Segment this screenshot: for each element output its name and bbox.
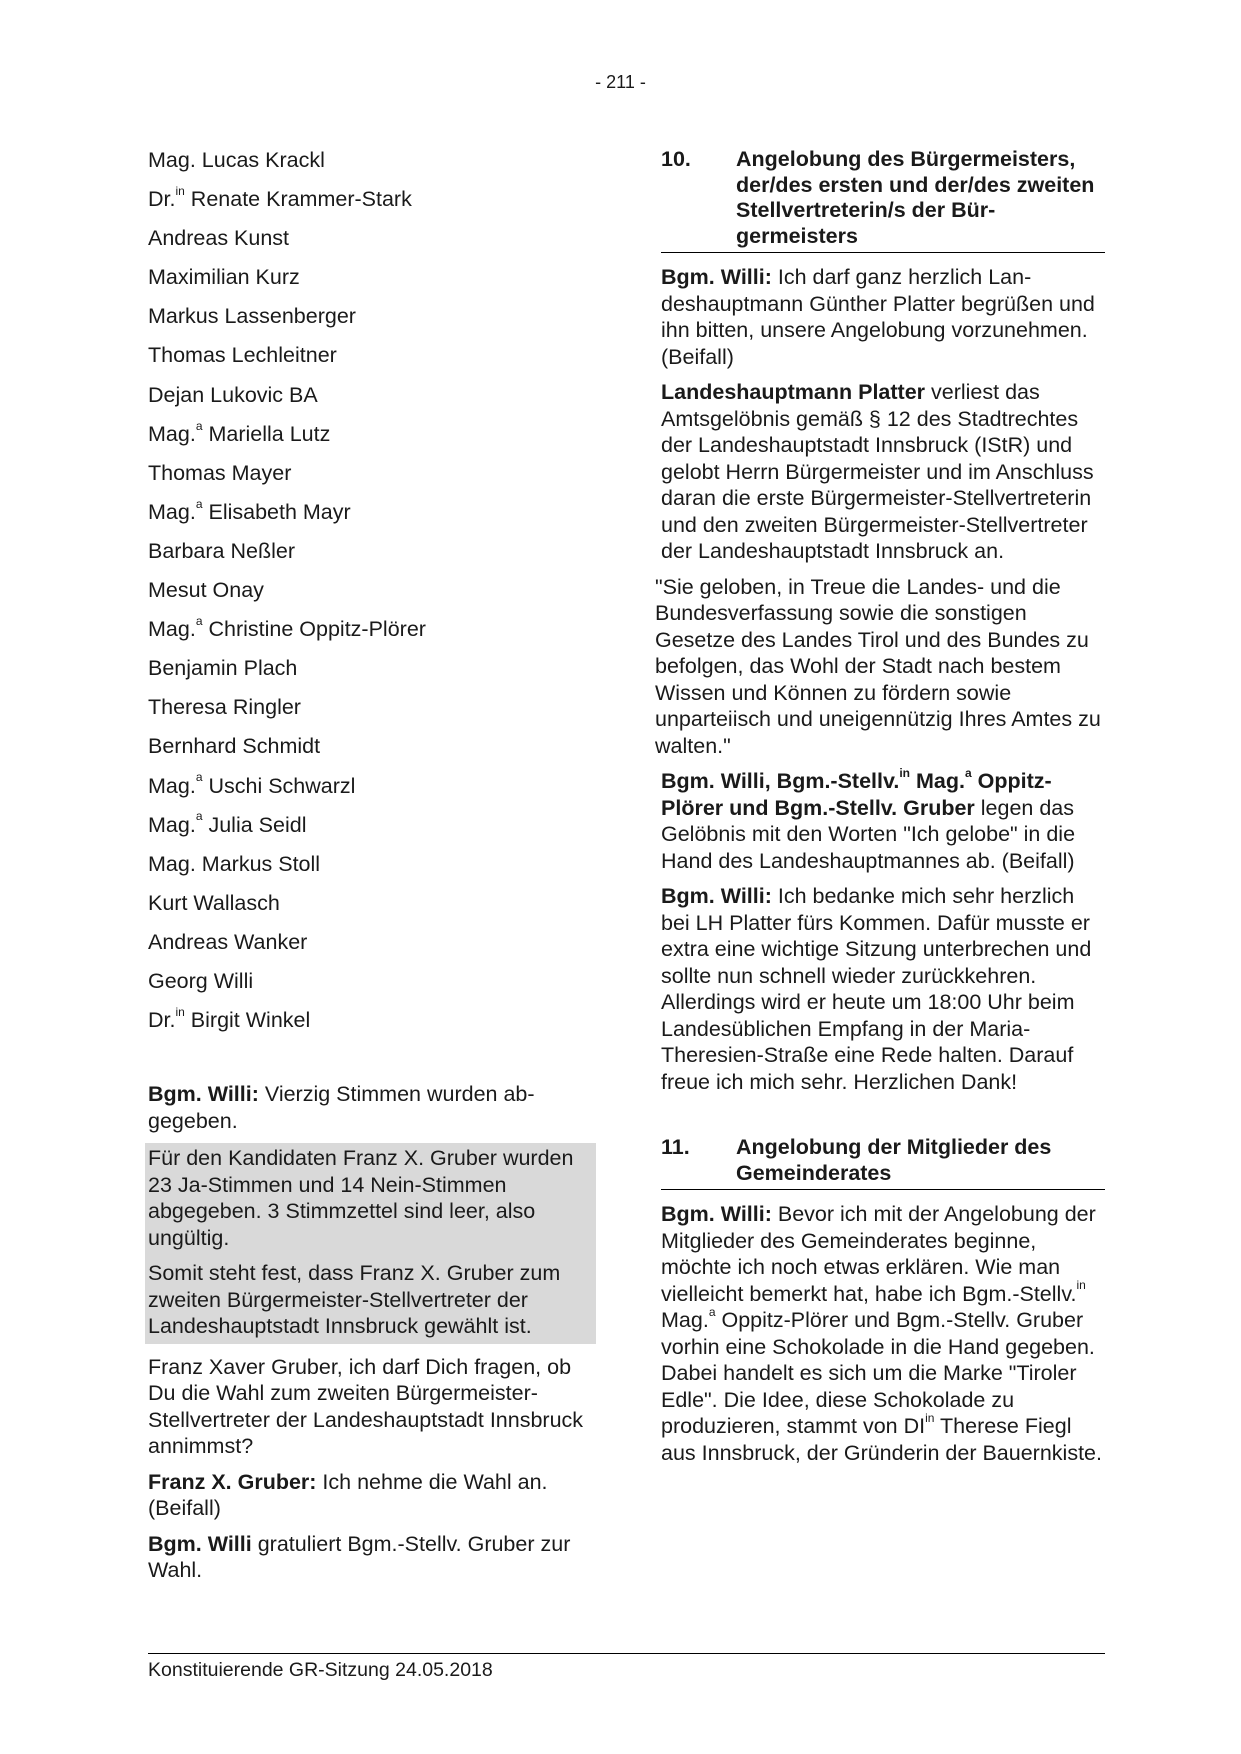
election-result-box [145, 1143, 596, 1344]
paragraph-question: Franz Xaver Gruber, ich darf Dich fragen, ob Du die Wahl zum zweiten Bürgermeister-Stellvertreter der Landeshauptstadt Innsbruck annimmst? [148, 1354, 584, 1459]
speaker-name: Bgm. Willi: [148, 1082, 259, 1107]
member-name: Theresa Ringler [148, 695, 301, 720]
member-name: Dr.$^{in}$ Birgit Winkel [148, 1004, 311, 1033]
member-name: Mag.$^a$ Julia Seidl [148, 809, 307, 837]
member-name: Barbara Neßler [148, 538, 295, 563]
speaker-name: Franz X. Gruber: [148, 1469, 317, 1494]
section-number: 10. [661, 147, 691, 171]
member-name: Georg Willi [148, 968, 254, 993]
section-title: Angelobung des Bürgermeisters, der/des ersten und der/des zweiten Stellvertreterin/s der Bürgermeisters [736, 147, 1095, 248]
paragraph-text: verliest das Amtsgelöbnis gemäß § 12 des Stadtrechtes der Landeshauptstadt Innsbruck (IStR) und gelobt Herrn Bürgermeister und im Anschluss daran die erste Bürgermeister-Stellvertreterin und den zweiten Bürgermeister-Stellvertreter der Landeshauptstadt Innsbruck an. [661, 380, 1094, 563]
paragraph-text: Ich darf ganz herzlich Landeshauptmann Günther Platter begrüßen und ihn bitten, unsere Angelobung vorzunehmen. (Beifall) [661, 265, 1095, 369]
speaker-name: Bgm. Willi: [661, 265, 772, 289]
result-statement: Somit steht fest, dass Franz X. Gruber zum zweiten Bürgermeister-Stellvertreter der Landeshauptstadt Innsbruck gewählt ist. [148, 1261, 561, 1339]
paragraph-oath-reading [661, 379, 1105, 565]
member-name: Kurt Wallasch [148, 890, 280, 915]
page-footer: Konstituierende GR-Sitzung 24.05.2018 [148, 1653, 1105, 1682]
paragraph-thanks [661, 883, 1105, 1095]
speaker-name: Bgm. Willi: [661, 884, 772, 908]
section-number: 11. [661, 1135, 690, 1159]
member-name-list [148, 147, 593, 1046]
member-name: Andreas Kunst [148, 226, 290, 251]
speaker-name: Bgm. Willi, Bgm.-Stellv.$^{in}$ Mag.$^a$ Oppitz-Plörer und Bgm.-Stellv. Gruber [661, 765, 1052, 820]
section-title: Angelobung der Mitglieder des Gemeinderates [736, 1135, 1052, 1185]
paragraph-acceptance [148, 1469, 593, 1522]
paragraph-oath-taking [661, 765, 1105, 874]
member-name: Mag. Lucas Krackl [148, 148, 325, 172]
member-name: Bernhard Schmidt [148, 734, 321, 759]
paragraph-text: Ich bedanke mich sehr herzlich bei LH Platter fürs Kommen. Dafür musste er extra eine wichtige Sitzung unterbrechen und sollte nun schnell wieder zurückkehren. Allerdings wird er heute um 18:00 Uhr beim Landesüblichen Empfang in der Maria-Theresien-Straße eine Rede halten. Darauf freue ich mich sehr. Herzlichen Dank! [661, 884, 1092, 1094]
result-paragraph: Für den Kandidaten Franz X. Gruber wurden 23 Ja-Stimmen und 14 Nein-Stimmen abgegeben. 3 Stimmzettel sind leer, also ungültig. [148, 1146, 574, 1250]
member-name: Mag.$^a$ Mariella Lutz [148, 418, 331, 446]
speaker-name: Bgm. Willi [148, 1531, 252, 1556]
speaker-name: Landeshauptmann Platter [661, 380, 926, 404]
page-number: - 211 - [595, 72, 646, 92]
paragraph-welcome [661, 264, 1105, 370]
member-name: Dr.$^{in}$ Renate Krammer-Stark [148, 183, 412, 212]
paragraph-text: Vierzig Stimmen wurden abgegeben. [148, 1082, 535, 1133]
paragraph-vote-count [148, 1081, 593, 1134]
paragraph-congratulation [148, 1531, 593, 1584]
oath-quote: "Sie geloben, in Treue die Landes- und die Bundesverfassung sowie die sonstigen Gesetze des Landes Tirol und des Bundes zu befolgen, das Wohl der Stadt nach bestem Wissen und Können zu fördern sowie unparteiisch und uneigennützig Ihres Amtes zu walten." [655, 574, 1101, 758]
member-name: Markus Lassenberger [148, 304, 356, 329]
member-name: Mesut Onay [148, 578, 264, 603]
member-name: Mag.$^a$ Christine Oppitz-Plörer [148, 613, 426, 642]
member-name: Dejan Lukovic BA [148, 382, 318, 407]
speaker-name: Bgm. Willi: [661, 1202, 772, 1226]
member-name: Maximilian Kurz [148, 265, 300, 290]
member-name: Andreas Wanker [148, 929, 308, 954]
section-heading-11 [661, 1135, 1105, 1190]
paragraph-text: Ich nehme die Wahl an. (Beifall) [148, 1469, 548, 1521]
member-name: Benjamin Plach [148, 656, 298, 681]
right-column [655, 147, 1105, 1475]
member-name: Mag. Markus Stoll [148, 851, 321, 876]
left-column [148, 147, 593, 1593]
member-name: Mag.$^a$ Uschi Schwarzl [148, 770, 356, 798]
paragraph-text: legen das Gelöbnis mit den Worten "Ich gelobe" in die Hand des Landeshauptmannes ab. (Beifall) [661, 795, 1076, 873]
section-heading-10 [661, 147, 1105, 253]
member-name: Thomas Lechleitner [148, 343, 337, 368]
paragraph-chocolate: Bgm. Willi: Bevor ich mit der Angelobung der Mitglieder des Gemeinderates beginne, möchte ich noch etwas erklären. Wie man vielleicht bemerkt hat, habe ich Bgm.-Stellv.$^{in}$ Mag.$^a$ Oppitz-Plörer und Bgm.-Stellv. Gruber vorhin eine Schokolade in die Hand gegeben. Dabei handelt es sich um die Marke "Tiroler Edle". Die Idee, diese Schokolade zu produzieren, stammt von $DI^{in}$ Therese Fiegl aus Innsbruck, der Gründerin der Bauernkiste. [661, 1202, 1102, 1465]
paragraph-text: gratuliert Bgm.-Stellv. Gruber zur Wahl. [148, 1531, 571, 1583]
member-name: Mag.$^a$ Elisabeth Mayr [148, 496, 351, 524]
member-name: Thomas Mayer [148, 460, 292, 485]
